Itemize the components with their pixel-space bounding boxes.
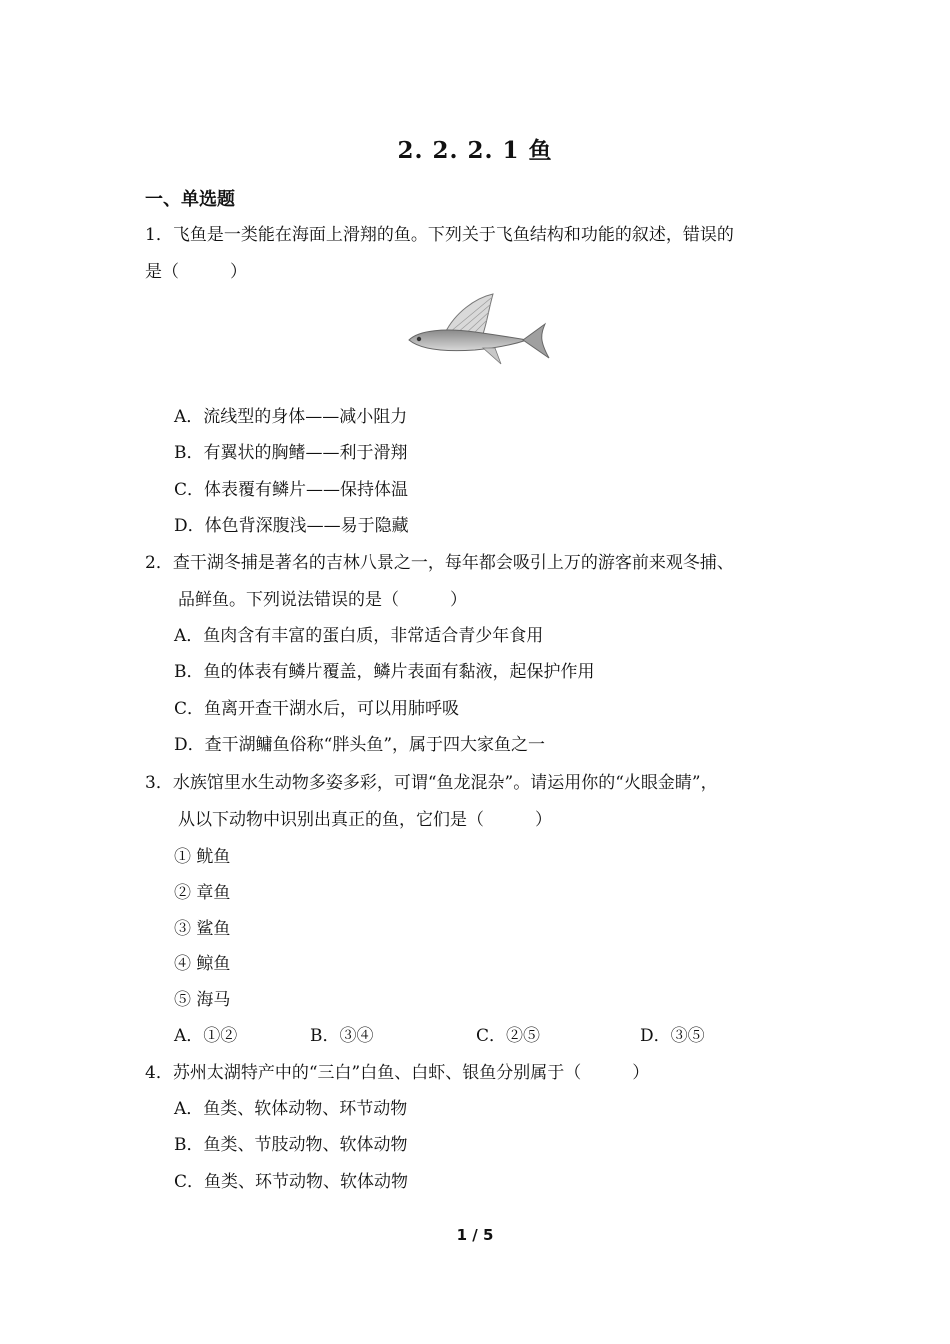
q1-option-c: C．体表覆有鳞片——保持体温	[174, 480, 409, 500]
q3-stem-line2: 从以下动物中识别出真正的鱼，它们是（ ）	[178, 810, 552, 830]
q2-stem-line2: 品鲜鱼。下列说法错误的是（ ）	[178, 590, 467, 610]
q3-item-3: ③ 鲨鱼	[174, 919, 231, 939]
q3-item-2: ② 章鱼	[174, 883, 231, 903]
q1-option-b: B．有翼状的胸鳍——利于滑翔	[174, 443, 408, 463]
q2-stem-line1: 2．查干湖冬捕是著名的吉林八景之一，每年都会吸引上万的游客前来观冬捕、	[145, 553, 734, 573]
q4-option-a: A．鱼类、软体动物、环节动物	[174, 1099, 408, 1119]
q1-stem-line2: 是（ ）	[145, 262, 247, 282]
q2-option-d: D．查干湖鳙鱼俗称“胖头鱼”，属于四大家鱼之一	[174, 735, 546, 755]
q2-option-b: B．鱼的体表有鳞片覆盖，鳞片表面有黏液，起保护作用	[174, 662, 595, 682]
q3-item-1: ① 鱿鱼	[174, 847, 231, 867]
q1-stem-line1: 1．飞鱼是一类能在海面上滑翔的鱼。下列关于飞鱼结构和功能的叙述，错误的	[145, 225, 734, 245]
q4-option-b: B．鱼类、节肢动物、软体动物	[174, 1135, 408, 1155]
q3-option-b: B．③④	[310, 1026, 374, 1046]
q1-option-d: D．体色背深腹浅——易于隐藏	[174, 516, 409, 536]
page-title: 2. 2. 2. 1 鱼	[397, 137, 553, 164]
q3-option-d: D．③⑤	[640, 1026, 705, 1046]
page-number: 1 / 5	[456, 1226, 494, 1244]
q1-option-a: A．流线型的身体——减小阻力	[174, 407, 408, 427]
q3-option-c: C．②⑤	[476, 1026, 541, 1046]
q3-item-5: ⑤ 海马	[174, 990, 231, 1010]
q3-stem-line1: 3．水族馆里水生动物多姿多彩，可谓“鱼龙混杂”。请运用你的“火眼金睛”，	[145, 773, 718, 793]
q2-option-a: A．鱼肉含有丰富的蛋白质，非常适合青少年食用	[174, 626, 544, 646]
section-heading: 一、单选题	[145, 189, 235, 210]
q2-option-c: C．鱼离开查干湖水后，可以用肺呼吸	[174, 699, 460, 719]
q3-option-a: A．①②	[174, 1026, 238, 1046]
q4-stem-line1: 4．苏州太湖特产中的“三白”白鱼、白虾、银鱼分别属于（ ）	[145, 1063, 650, 1083]
q4-option-c: C．鱼类、环节动物、软体动物	[174, 1172, 409, 1192]
flying-fish-illustration	[405, 288, 555, 373]
q3-item-4: ④ 鲸鱼	[174, 954, 231, 974]
